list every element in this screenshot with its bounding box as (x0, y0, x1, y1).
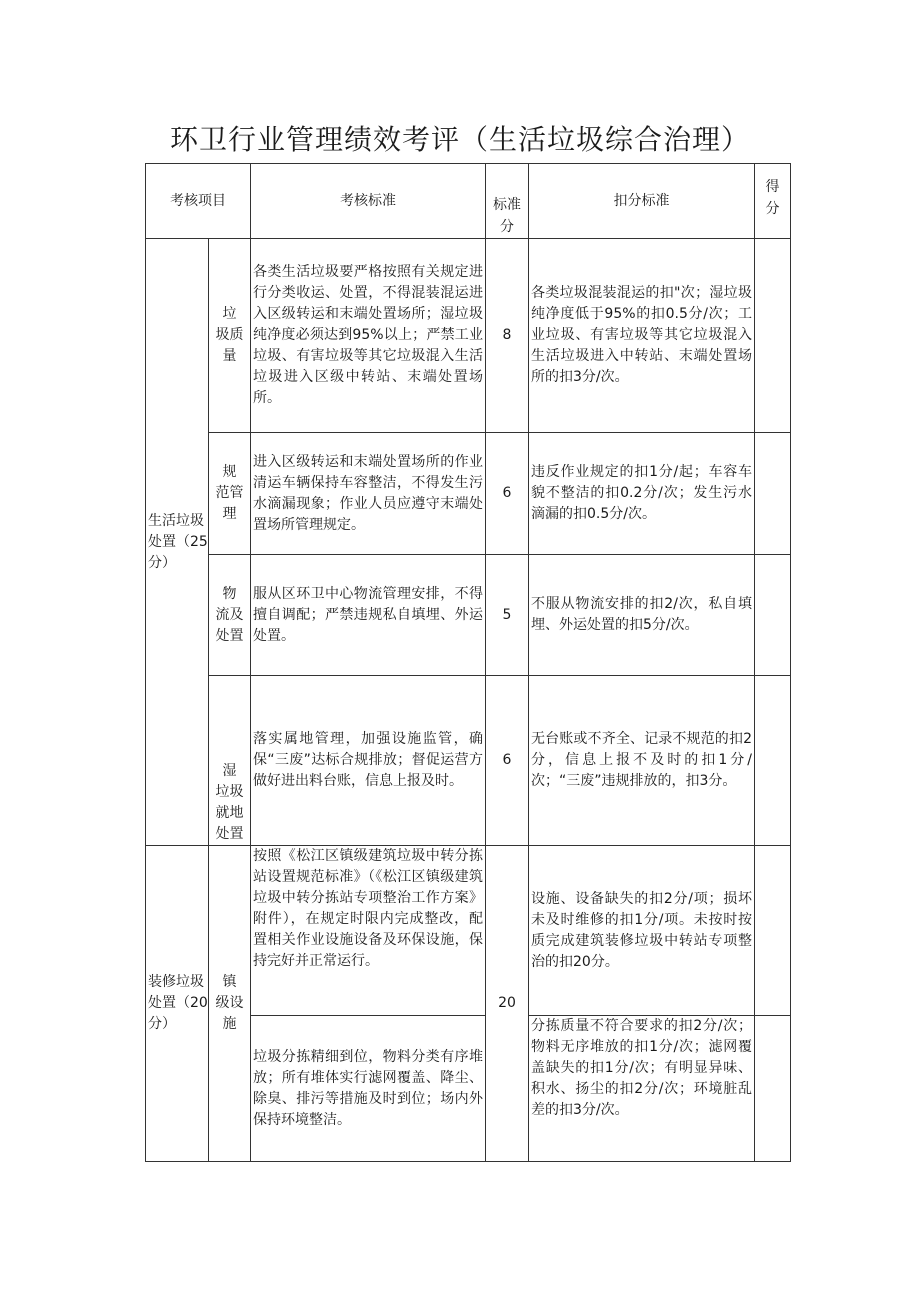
score-cell[interactable] (755, 676, 791, 846)
standard-points: 6 (486, 433, 529, 555)
deduction-text: 违反作业规定的扣1分/起；车容车貌不整洁的扣0.2分/次；发生污水滴漏的扣0.5分/次。 (529, 433, 755, 555)
header-item: 考核项目 (146, 164, 251, 239)
header-deduction: 扣分标准 (529, 164, 755, 239)
standard-points: 5 (486, 555, 529, 676)
score-cell[interactable] (755, 1016, 791, 1162)
page-title: 环卫行业管理绩效考评（生活垃圾综合治理） (169, 123, 750, 156)
table-row (146, 239, 791, 433)
evaluation-table (145, 163, 791, 1162)
header-score: 得 分 (755, 164, 791, 239)
table-header-row (146, 164, 791, 239)
standard-points: 20 (486, 846, 529, 1162)
table-row (146, 555, 791, 676)
sub-item-standard-management: 规 范管 理 (209, 433, 251, 555)
score-cell[interactable] (755, 433, 791, 555)
standard-text: 垃圾分拣精细到位，物料分类有序堆放；所有堆体实行滤网覆盖、降尘、除臭、排污等措施及时到位；场内外保持环境整洁。 (251, 1016, 486, 1162)
sub-item-logistics-disposal: 物 流及 处置 (209, 555, 251, 676)
standard-text: 进入区级转运和末端处置场所的作业清运车辆保持车容整洁，不得发生污水滴漏现象；作业人员应遵守末端处置场所管理规定。 (251, 433, 486, 555)
category-renovation-waste: 装修垃圾处置（20分） (146, 846, 209, 1162)
sub-item-waste-quality: 垃 圾质 量 (209, 239, 251, 433)
category-household-waste: 生活垃圾处置（25分） (146, 239, 209, 846)
deduction-text: 分拣质量不符合要求的扣2分/次；物料无序堆放的扣1分/次；滤网覆盖缺失的扣1分/次；有明显异味、积水、扬尘的扣2分/次；环境脏乱差的扣3分/次。 (529, 1016, 755, 1162)
score-cell[interactable] (755, 846, 791, 1016)
standard-text: 按照《松江区镇级建筑垃圾中转分拣站设置规范标准》（《松江区镇级建筑垃圾中转分拣站专项整治工作方案》附件），在规定时限内完成整改，配置相关作业设施设备及环保设施，保持完好并正常运行。 (251, 846, 486, 1016)
deduction-text: 无台账或不齐全、记录不规范的扣2分，信息上报不及时的扣1分/次；“三废”违规排放的，扣3分。 (529, 676, 755, 846)
table-row (146, 676, 791, 846)
standard-text: 服从区环卫中心物流管理安排，不得擅自调配；严禁违规私自填埋、外运处置。 (251, 555, 486, 676)
deduction-text: 不服从物流安排的扣2/次，私自填埋、外运处置的扣5分/次。 (529, 555, 755, 676)
standard-points: 8 (486, 239, 529, 433)
deduction-text: 设施、设备缺失的扣2分/项；损坏未及时维修的扣1分/项。未按时按质完成建筑装修垃圾中转站专项整治的扣20分。 (529, 846, 755, 1016)
sub-item-town-facilities: 镇 级设 施 (209, 846, 251, 1162)
table-row (146, 433, 791, 555)
header-standard: 考核标准 (251, 164, 486, 239)
header-points: 标准 分 (486, 164, 529, 239)
sub-item-wet-waste-onsite: 湿 垃圾 就地 处置 (209, 676, 251, 846)
score-cell[interactable] (755, 555, 791, 676)
table-row (146, 846, 791, 1016)
standard-points: 6 (486, 676, 529, 846)
standard-text: 各类生活垃圾要严格按照有关规定进行分类收运、处置，不得混装混运进入区级转运和末端处置场所；湿垃圾纯净度必须达到95%以上；严禁工业垃圾、有害垃圾等其它垃圾混入生活垃圾进入区级中转站、末端处置场所。 (251, 239, 486, 433)
deduction-text: 各类垃圾混装混运的扣"次；湿垃圾纯净度低于95%的扣0.5分/次；工业垃圾、有害垃圾等其它垃圾混入生活垃圾进入中转站、末端处置场所的扣3分/次。 (529, 239, 755, 433)
score-cell[interactable] (755, 239, 791, 433)
standard-text: 落实属地管理，加强设施监管，确保“三废”达标合规排放；督促运营方做好进出料台账，信息上报及时。 (251, 676, 486, 846)
